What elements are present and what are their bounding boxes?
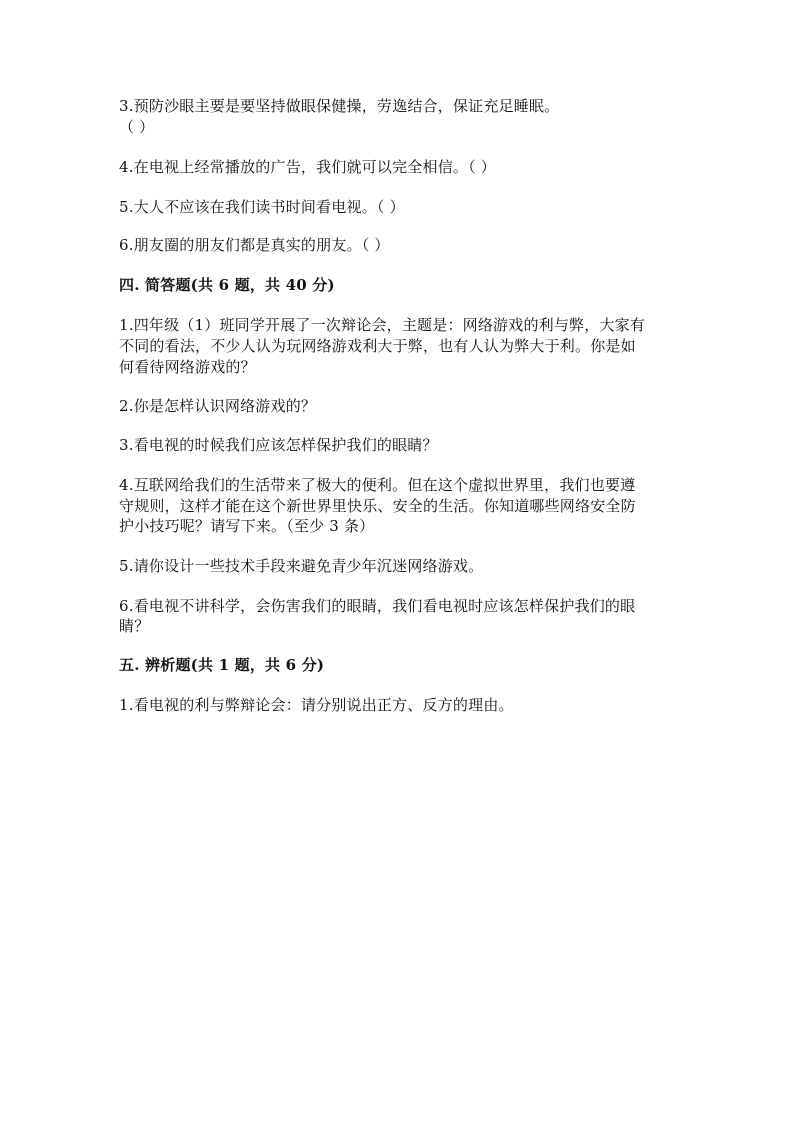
judgement-q5: 5.大人不应该在我们读书时间看电视。（ ）	[119, 198, 405, 216]
judgement-q6: 6.朋友圈的朋友们都是真实的朋友。（ ）	[119, 236, 390, 254]
short-answer-q4-line1: 4.互联网给我们的生活带来了极大的便利。但在这个虚拟世界里，我们也要遵	[119, 476, 636, 494]
judgement-q3-answer-blank: （ ）	[119, 118, 155, 136]
section-heading-analysis: 五. 辨析题(共 1 题，共 6 分)	[119, 656, 325, 674]
short-answer-q5: 5.请你设计一些技术手段来避免青少年沉迷网络游戏。	[119, 557, 484, 575]
short-answer-q1-line2: 不同的看法，不少人认为玩网络游戏利大于弊，也有人认为弊大于利。你是如	[119, 337, 636, 355]
judgement-q3-line1: 3.预防沙眼主要是要坚持做眼保健操，劳逸结合，保证充足睡眠。	[119, 97, 560, 115]
short-answer-q4-line3: 护小技巧呢？请写下来。（至少 3 条）	[119, 517, 375, 535]
judgement-q4: 4.在电视上经常播放的广告，我们就可以完全相信。（ ）	[119, 158, 496, 176]
short-answer-q2: 2.你是怎样认识网络游戏的？	[119, 397, 317, 415]
short-answer-q1-line3: 何看待网络游戏的？	[119, 358, 256, 376]
short-answer-q6-line1: 6.看电视不讲科学，会伤害我们的眼睛，我们看电视时应该怎样保护我们的眼	[119, 597, 636, 615]
section-heading-short-answer: 四. 简答题(共 6 题，共 40 分)	[119, 276, 335, 294]
short-answer-q4-line2: 守规则，这样才能在这个新世界里快乐、安全的生活。你知道哪些网络安全防	[119, 497, 636, 515]
analysis-q1: 1.看电视的利与弊辩论会：请分别说出正方、反方的理由。	[119, 696, 514, 714]
short-answer-q3: 3.看电视的时候我们应该怎样保护我们的眼睛？	[119, 436, 438, 454]
short-answer-q1-line1: 1.四年级（1）班同学开展了一次辩论会，主题是：网络游戏的利与弊，大家有	[119, 316, 646, 334]
short-answer-q6-line2: 睛？	[119, 617, 150, 635]
